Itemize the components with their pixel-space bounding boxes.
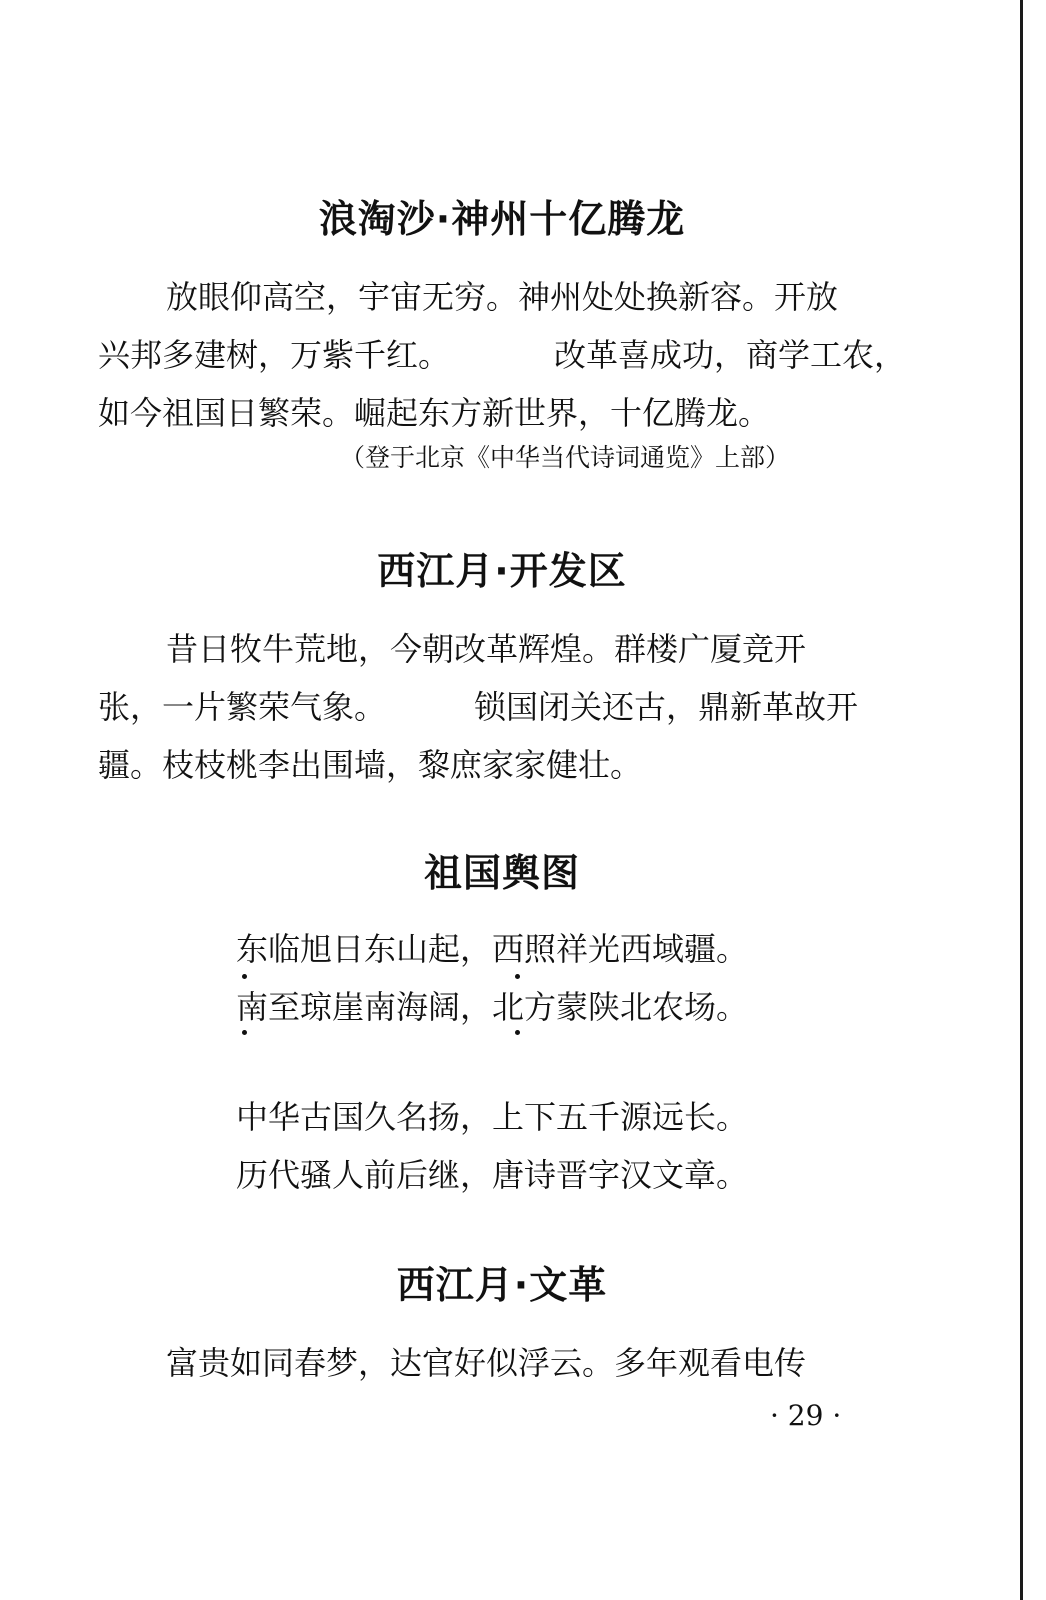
- poem-title-wenge: 西江月·文革: [396, 1263, 608, 1307]
- emphasis-dot: [242, 1030, 247, 1035]
- emphasis-dot: [515, 1030, 520, 1035]
- poem-title-zuguoyutu: 祖国舆图: [423, 851, 580, 895]
- page-number: · 29 ·: [770, 1399, 842, 1432]
- text-line: 如今祖国日繁荣。崛起东方新世界，十亿腾龙。: [98, 394, 771, 432]
- text-segment: 锁国闭关还古，鼎新革故开: [474, 688, 859, 726]
- text-line: 放眼仰高空，宇宙无穷。神州处处换新容。开放: [166, 278, 839, 316]
- poem-body-langtaosha: [98, 268, 910, 442]
- text-line: 疆。枝枝桃李出围墙，黎庶家家健壮。: [98, 746, 643, 784]
- text-line: 历代骚人前后继，唐诗晋字汉文章。: [236, 1156, 749, 1194]
- text-line: 南至琼崖南海阔，北方蒙陕北农场。: [236, 988, 749, 1026]
- poem-body-kaifaqu: [98, 620, 910, 794]
- emphasis-dot: [515, 974, 520, 979]
- text-segment: 张，一片繁荣气象。: [98, 688, 387, 726]
- poem-title-kaifaqu: 西江月·开发区: [377, 549, 627, 593]
- text-segment: 改革喜成功，商学工农，: [554, 336, 907, 374]
- poem-stanza-2: [236, 1088, 748, 1204]
- emphasis-dot: [242, 974, 247, 979]
- text-line: [98, 678, 910, 736]
- source-note: （登于北京《中华当代诗词通览》上部）: [340, 443, 791, 472]
- text-line: 昔日牧牛荒地，今朝改革辉煌。群楼广厦竞开: [166, 630, 807, 668]
- poem-stanza-1: [236, 920, 748, 1036]
- text-line: 中华古国久名扬，上下五千源远长。: [236, 1098, 749, 1136]
- page-edge: [1020, 0, 1046, 1600]
- text-line: 东临旭日东山起，西照祥光西域疆。: [236, 930, 749, 968]
- poem-title-langtaosha: 浪淘沙·神州十亿腾龙: [318, 197, 686, 241]
- text-segment: 兴邦多建树，万紫千红。: [98, 336, 451, 374]
- poem-body-wenge: [98, 1334, 910, 1392]
- text-line: 富贵如同春梦，达官好似浮云。多年观看电传: [166, 1344, 807, 1382]
- text-line: [98, 326, 910, 384]
